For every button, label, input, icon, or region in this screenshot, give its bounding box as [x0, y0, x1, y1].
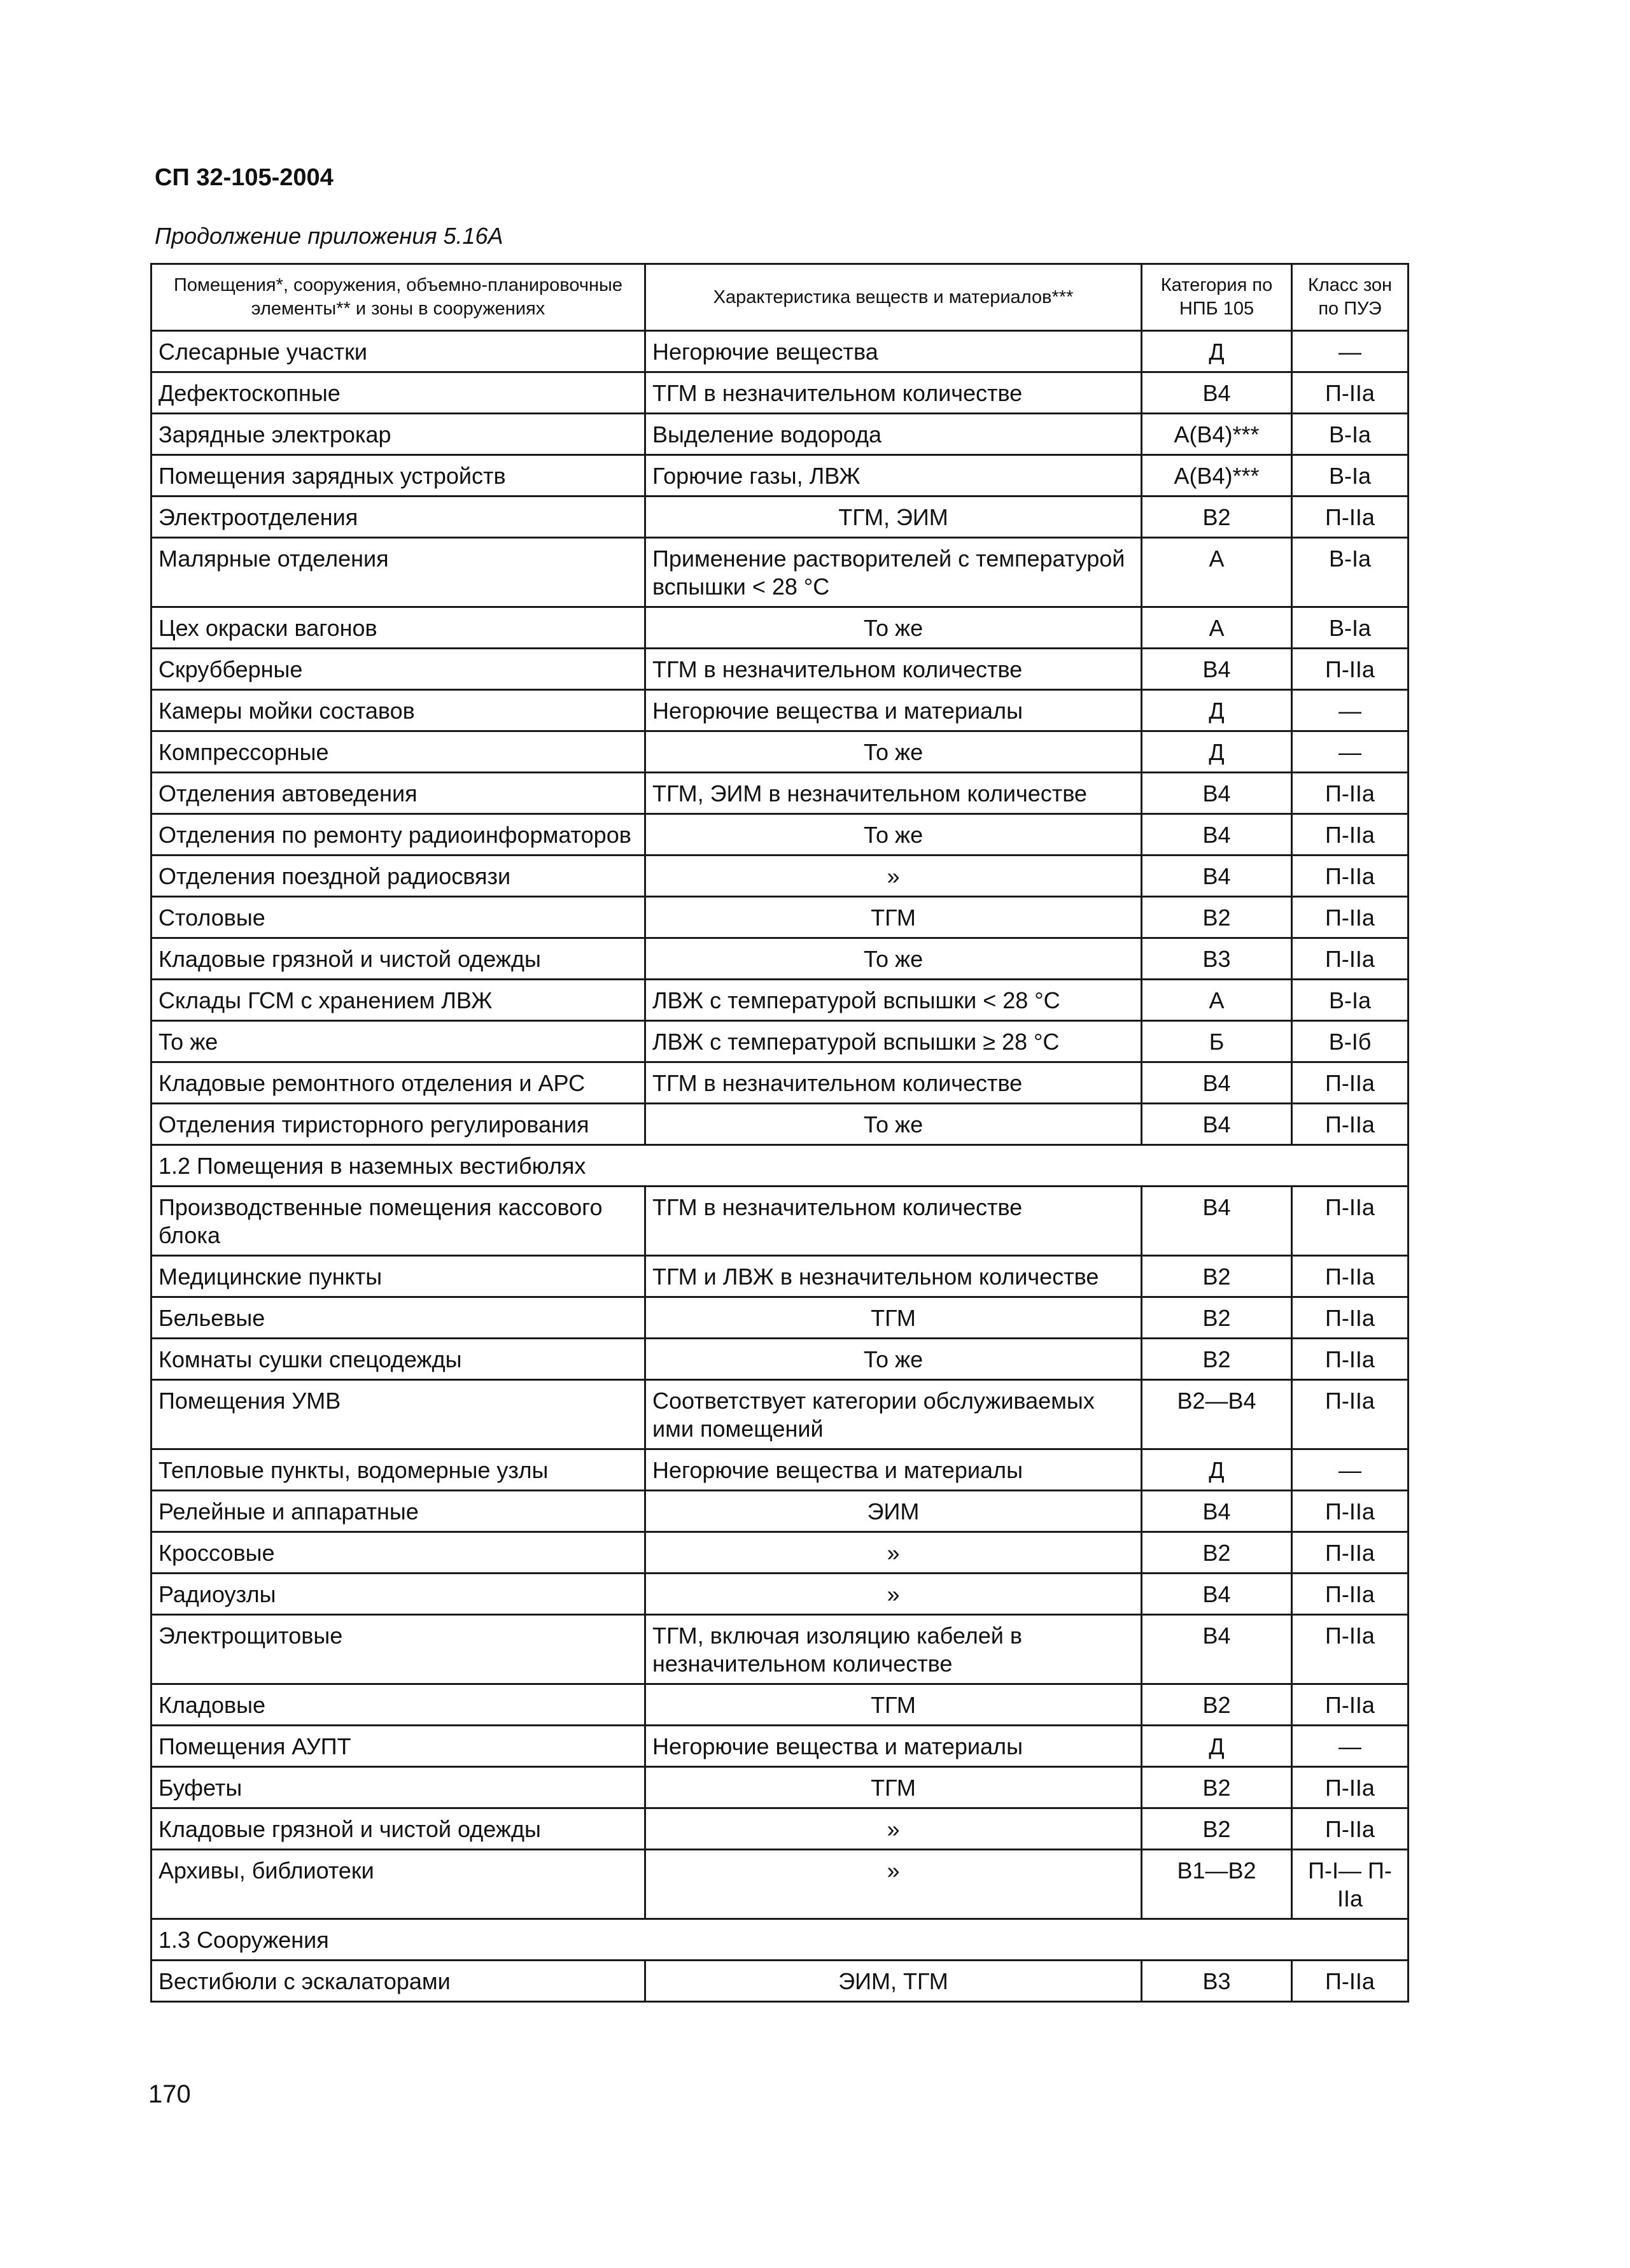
zone-class-cell: П-IIа	[1292, 938, 1409, 980]
table-row	[151, 814, 1409, 856]
premises-cell: Цех окраски вагонов	[151, 607, 645, 649]
premises-cell: Производственные помещения кассового блока	[151, 1187, 645, 1256]
table-row	[151, 1574, 1409, 1615]
table-row	[151, 1297, 1409, 1339]
premises-cell: Компрессорные	[151, 731, 645, 773]
premises-cell: Буфеты	[151, 1767, 645, 1808]
characteristic-cell: То же	[645, 938, 1142, 980]
characteristic-cell: Негорючие вещества и материалы	[645, 1449, 1142, 1491]
category-cell: В4	[1142, 1491, 1292, 1532]
characteristic-cell: ЛВЖ с температурой вспышки < 28 °С	[645, 980, 1142, 1021]
premises-cell: Слесарные участки	[151, 331, 645, 372]
zone-class-cell: П-I— П-IIа	[1292, 1850, 1409, 1919]
table-header-row	[151, 264, 1409, 331]
premises-cell: Помещения зарядных устройств	[151, 455, 645, 497]
category-cell: В2	[1142, 1767, 1292, 1808]
column-header-premises: Помещения*, сооружения, объемно-планировочные элементы** и зоны в сооружениях	[151, 264, 645, 331]
table-row	[151, 1615, 1409, 1684]
column-header-characteristic: Характеристика веществ и материалов***	[645, 264, 1142, 331]
premises-cell: Отделения поездной радиосвязи	[151, 856, 645, 897]
zone-class-cell: П-IIа	[1292, 1297, 1409, 1339]
premises-cell: Архивы, библиотеки	[151, 1850, 645, 1919]
characteristic-cell: ТГМ в незначительном количестве	[645, 1062, 1142, 1104]
zone-class-cell: П-IIа	[1292, 1062, 1409, 1104]
zone-class-cell: В-Iа	[1292, 455, 1409, 497]
premises-cell: Отделения по ремонту радиоинформаторов	[151, 814, 645, 856]
zone-class-cell: П-IIа	[1292, 1491, 1409, 1532]
characteristic-cell: ТГМ	[645, 897, 1142, 938]
characteristic-cell: То же	[645, 607, 1142, 649]
table-row	[151, 1256, 1409, 1297]
characteristic-cell: ЭИМ	[645, 1491, 1142, 1532]
table-row	[151, 1767, 1409, 1808]
characteristic-cell: То же	[645, 1339, 1142, 1380]
characteristic-cell: »	[645, 1850, 1142, 1919]
zone-class-cell: —	[1292, 1449, 1409, 1491]
category-cell: В4	[1142, 1574, 1292, 1615]
continuation-caption: Продолжение приложения 5.16А	[155, 223, 503, 249]
zone-class-cell: —	[1292, 690, 1409, 731]
premises-cell: Склады ГСМ с хранением ЛВЖ	[151, 980, 645, 1021]
table-row	[151, 1062, 1409, 1104]
premises-cell: Кроссовые	[151, 1532, 645, 1574]
characteristic-cell: ТГМ	[645, 1297, 1142, 1339]
category-cell: В1—В2	[1142, 1850, 1292, 1919]
section-row	[151, 1145, 1409, 1187]
zone-class-cell: П-IIа	[1292, 1104, 1409, 1145]
characteristic-cell: ТГМ, ЭИМ	[645, 497, 1142, 538]
category-cell: В4	[1142, 1615, 1292, 1684]
zone-class-cell: П-IIа	[1292, 1961, 1409, 2002]
premises-cell: Отделения тиристорного регулирования	[151, 1104, 645, 1145]
zone-class-cell: П-IIа	[1292, 649, 1409, 690]
zone-class-cell: В-Iа	[1292, 607, 1409, 649]
zone-class-cell: П-IIа	[1292, 773, 1409, 814]
category-cell: В2	[1142, 1339, 1292, 1380]
zone-class-cell: П-IIа	[1292, 1380, 1409, 1449]
zone-class-cell: П-IIа	[1292, 372, 1409, 414]
category-cell: В4	[1142, 649, 1292, 690]
characteristic-cell: ЛВЖ с температурой вспышки ≥ 28 °С	[645, 1021, 1142, 1062]
table-row	[151, 372, 1409, 414]
category-cell: А(В4)***	[1142, 455, 1292, 497]
table-row	[151, 1021, 1409, 1062]
characteristic-cell: ТГМ в незначительном количестве	[645, 1187, 1142, 1256]
characteristic-cell: То же	[645, 814, 1142, 856]
premises-cell: Отделения автоведения	[151, 773, 645, 814]
category-cell: В4	[1142, 1062, 1292, 1104]
category-cell: А(В4)***	[1142, 414, 1292, 455]
zone-class-cell: П-IIа	[1292, 1339, 1409, 1380]
table-row	[151, 690, 1409, 731]
category-cell: В2	[1142, 1684, 1292, 1726]
column-header-zone-class: Класс зон по ПУЭ	[1292, 264, 1409, 331]
zone-class-cell: П-IIа	[1292, 497, 1409, 538]
document-code: СП 32-105-2004	[155, 164, 334, 191]
characteristic-cell: То же	[645, 731, 1142, 773]
category-cell: В2—В4	[1142, 1380, 1292, 1449]
zone-class-cell: П-IIа	[1292, 814, 1409, 856]
table-row	[151, 1491, 1409, 1532]
zone-class-cell: П-IIа	[1292, 1187, 1409, 1256]
category-cell: Б	[1142, 1021, 1292, 1062]
table-row	[151, 497, 1409, 538]
category-cell: В4	[1142, 372, 1292, 414]
zone-class-cell: —	[1292, 331, 1409, 372]
zone-class-cell: П-IIа	[1292, 856, 1409, 897]
characteristic-cell: »	[645, 1808, 1142, 1850]
premises-cell: Малярные отделения	[151, 538, 645, 607]
table-row	[151, 856, 1409, 897]
characteristic-cell: ЭИМ, ТГМ	[645, 1961, 1142, 2002]
table-row	[151, 538, 1409, 607]
characteristic-cell: ТГМ	[645, 1684, 1142, 1726]
characteristic-cell: Выделение водорода	[645, 414, 1142, 455]
category-cell: А	[1142, 607, 1292, 649]
characteristic-cell: »	[645, 1574, 1142, 1615]
table-row	[151, 897, 1409, 938]
characteristic-cell: Соответствует категории обслуживаемых ими помещений	[645, 1380, 1142, 1449]
characteristic-cell: Применение растворителей с температурой вспышки < 28 °С	[645, 538, 1142, 607]
zone-class-cell: П-IIа	[1292, 1574, 1409, 1615]
premises-cell: Кладовые грязной и чистой одежды	[151, 1808, 645, 1850]
premises-cell: Столовые	[151, 897, 645, 938]
category-cell: В2	[1142, 1297, 1292, 1339]
characteristic-cell: То же	[645, 1104, 1142, 1145]
table-row	[151, 773, 1409, 814]
zone-class-cell: —	[1292, 1726, 1409, 1767]
characteristic-cell: ТГМ и ЛВЖ в незначительном количестве	[645, 1256, 1142, 1297]
section-heading: 1.2 Помещения в наземных вестибюлях	[151, 1145, 1409, 1187]
section-row	[151, 1919, 1409, 1961]
premises-cell: Радиоузлы	[151, 1574, 645, 1615]
premises-cell: Бельевые	[151, 1297, 645, 1339]
table-row	[151, 414, 1409, 455]
zone-class-cell: П-IIа	[1292, 1256, 1409, 1297]
zone-class-cell: П-IIа	[1292, 1615, 1409, 1684]
premises-cell: Помещения АУПТ	[151, 1726, 645, 1767]
premises-category-table	[150, 263, 1409, 2003]
table-row	[151, 455, 1409, 497]
premises-cell: Медицинские пункты	[151, 1256, 645, 1297]
premises-cell: Электроотделения	[151, 497, 645, 538]
characteristic-cell: ТГМ	[645, 1767, 1142, 1808]
category-cell: Д	[1142, 731, 1292, 773]
table-row	[151, 1339, 1409, 1380]
zone-class-cell: П-IIа	[1292, 1808, 1409, 1850]
characteristic-cell: ТГМ в незначительном количестве	[645, 649, 1142, 690]
zone-class-cell: П-IIа	[1292, 897, 1409, 938]
zone-class-cell: П-IIа	[1292, 1767, 1409, 1808]
table-row	[151, 1808, 1409, 1850]
table-row	[151, 938, 1409, 980]
section-heading: 1.3 Сооружения	[151, 1919, 1409, 1961]
premises-cell: Скрубберные	[151, 649, 645, 690]
column-header-category: Категория по НПБ 105	[1142, 264, 1292, 331]
table-row	[151, 1380, 1409, 1449]
category-cell: В2	[1142, 1256, 1292, 1297]
characteristic-cell: Негорючие вещества	[645, 331, 1142, 372]
table-body	[151, 331, 1409, 2002]
characteristic-cell: ТГМ в незначительном количестве	[645, 372, 1142, 414]
premises-cell: Зарядные электрокар	[151, 414, 645, 455]
premises-cell: Комнаты сушки спецодежды	[151, 1339, 645, 1380]
premises-cell: Кладовые ремонтного отделения и АРС	[151, 1062, 645, 1104]
zone-class-cell: В-Iа	[1292, 414, 1409, 455]
characteristic-cell: Негорючие вещества и материалы	[645, 1726, 1142, 1767]
category-cell: В4	[1142, 1104, 1292, 1145]
category-cell: В2	[1142, 497, 1292, 538]
premises-cell: Дефектоскопные	[151, 372, 645, 414]
premises-cell: Помещения УМВ	[151, 1380, 645, 1449]
zone-class-cell: П-IIа	[1292, 1684, 1409, 1726]
zone-class-cell: П-IIа	[1292, 1532, 1409, 1574]
characteristic-cell: ТГМ, ЭИМ в незначительном количестве	[645, 773, 1142, 814]
zone-class-cell: В-Iб	[1292, 1021, 1409, 1062]
table-row	[151, 649, 1409, 690]
category-cell: В4	[1142, 773, 1292, 814]
category-cell: А	[1142, 538, 1292, 607]
zone-class-cell: —	[1292, 731, 1409, 773]
table-row	[151, 1187, 1409, 1256]
category-cell: Д	[1142, 331, 1292, 372]
premises-cell: То же	[151, 1021, 645, 1062]
premises-cell: Кладовые	[151, 1684, 645, 1726]
premises-cell: Тепловые пункты, водомерные узлы	[151, 1449, 645, 1491]
category-cell: В2	[1142, 1532, 1292, 1574]
table-row	[151, 1850, 1409, 1919]
category-cell: В4	[1142, 856, 1292, 897]
category-cell: В4	[1142, 1187, 1292, 1256]
zone-class-cell: В-Iа	[1292, 980, 1409, 1021]
table-row	[151, 731, 1409, 773]
table-row	[151, 1104, 1409, 1145]
premises-cell: Камеры мойки составов	[151, 690, 645, 731]
category-cell: Д	[1142, 1726, 1292, 1767]
category-cell: В3	[1142, 938, 1292, 980]
category-cell: Д	[1142, 690, 1292, 731]
premises-cell: Кладовые грязной и чистой одежды	[151, 938, 645, 980]
table-row	[151, 1726, 1409, 1767]
table-row	[151, 1532, 1409, 1574]
category-cell: В4	[1142, 814, 1292, 856]
premises-cell: Релейные и аппаратные	[151, 1491, 645, 1532]
category-cell: Д	[1142, 1449, 1292, 1491]
table-row	[151, 1961, 1409, 2002]
characteristic-cell: »	[645, 856, 1142, 897]
table-row	[151, 607, 1409, 649]
table-row	[151, 1684, 1409, 1726]
characteristic-cell: »	[645, 1532, 1142, 1574]
zone-class-cell: В-Iа	[1292, 538, 1409, 607]
premises-cell: Вестибюли с эскалаторами	[151, 1961, 645, 2002]
category-cell: В3	[1142, 1961, 1292, 2002]
characteristic-cell: Негорючие вещества и материалы	[645, 690, 1142, 731]
table-row	[151, 1449, 1409, 1491]
characteristic-cell: Горючие газы, ЛВЖ	[645, 455, 1142, 497]
table-row	[151, 980, 1409, 1021]
category-cell: А	[1142, 980, 1292, 1021]
premises-cell: Электрощитовые	[151, 1615, 645, 1684]
category-cell: В2	[1142, 897, 1292, 938]
table-row	[151, 331, 1409, 372]
characteristic-cell: ТГМ, включая изоляцию кабелей в незначительном количестве	[645, 1615, 1142, 1684]
page-number: 170	[148, 2080, 191, 2108]
category-cell: В2	[1142, 1808, 1292, 1850]
